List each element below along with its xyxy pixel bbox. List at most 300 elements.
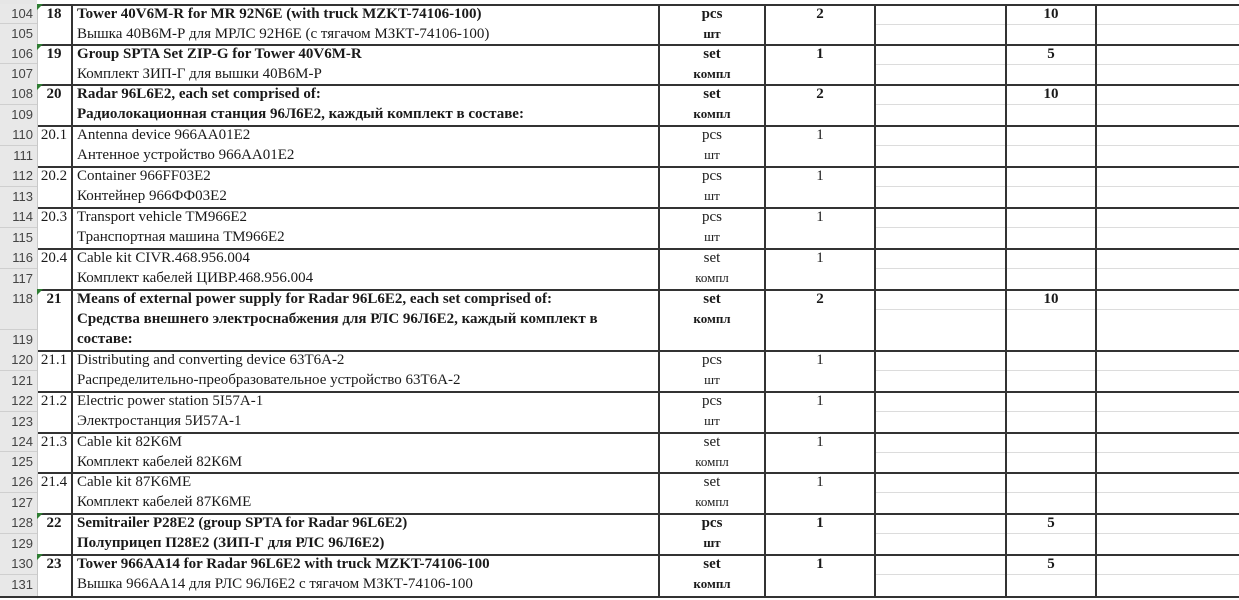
- cell-description[interactable]: [73, 125, 660, 166]
- row-header[interactable]: [0, 513, 38, 554]
- quantity-total-value: [1007, 350, 1095, 370]
- row-separator: [0, 370, 37, 371]
- description-russian: Электростанция 5И57А-1: [77, 413, 242, 429]
- item-number: 20.1: [40, 127, 68, 143]
- gridline: [1097, 24, 1239, 25]
- unit-english: set: [703, 434, 721, 450]
- cell-unit[interactable]: [660, 125, 766, 166]
- cell-item-number[interactable]: [37, 125, 73, 166]
- unit-russian: шт: [704, 413, 720, 428]
- cell-quantity[interactable]: [766, 513, 876, 554]
- unit-english: set: [703, 86, 721, 102]
- item-number: 20.3: [40, 209, 68, 225]
- cell-quantity-total[interactable]: [1007, 248, 1097, 289]
- description-russian: Распределительно-преобразовательное устройство 63Т6А-2: [77, 372, 461, 388]
- cell-quantity[interactable]: [766, 207, 876, 248]
- cell-quantity-total[interactable]: [1007, 166, 1097, 207]
- cell-empty[interactable]: [876, 472, 1007, 513]
- cell-unit[interactable]: [660, 248, 766, 289]
- cell-empty[interactable]: [876, 44, 1007, 84]
- cell-description[interactable]: [73, 350, 660, 391]
- cell-item-number[interactable]: [37, 207, 73, 248]
- row-number[interactable]: 113: [12, 188, 33, 204]
- row-number[interactable]: 130: [11, 556, 33, 571]
- quantity-total-value: 5: [1047, 46, 1055, 62]
- unit-russian: компл: [695, 494, 729, 509]
- description-russian: составе:: [77, 331, 133, 347]
- table-row[interactable]: [0, 432, 1239, 474]
- cell-unit[interactable]: [660, 513, 766, 554]
- description-russian: Средства внешнего электроснабжения для РЛС 96Л6Е2, каждый комплект в: [77, 311, 598, 327]
- description-russian: Вышка 966АА14 для РЛС 96Л6Е2 с тягачом МЗКТ-74106-100: [77, 576, 473, 592]
- row-separator: [0, 451, 37, 452]
- row-number[interactable]: 112: [12, 168, 33, 183]
- gridline: [1007, 492, 1095, 493]
- unit-english: pcs: [702, 352, 722, 368]
- quantity-value: 1: [816, 556, 824, 572]
- row-header[interactable]: [0, 4, 38, 44]
- cell-item-number[interactable]: [37, 248, 73, 289]
- description-english: Radar 96L6E2, each set comprised of:: [77, 86, 321, 102]
- row-number[interactable]: 114: [12, 209, 33, 224]
- description-russian: Полуприцеп П28Е2 (ЗИП-Г для РЛС 96Л6Е2): [77, 535, 385, 551]
- quantity-total-value: 10: [1043, 291, 1059, 307]
- table-row[interactable]: [0, 207, 1239, 250]
- cell-quantity[interactable]: [766, 472, 876, 513]
- gridline: [1007, 268, 1095, 269]
- gridline: [1007, 533, 1095, 534]
- unit-russian: компл: [693, 106, 731, 121]
- cell-unit[interactable]: [660, 166, 766, 207]
- row-number[interactable]: 105: [11, 26, 33, 41]
- description-english: Transport vehicle TM966E2: [77, 209, 247, 225]
- gridline: [1097, 533, 1239, 534]
- unit-english: pcs: [702, 127, 722, 143]
- quantity-total-value: 10: [1043, 6, 1059, 22]
- unit-russian: шт: [704, 147, 720, 162]
- cell-empty[interactable]: [876, 84, 1007, 125]
- quantity-value: 2: [816, 6, 824, 22]
- row-number[interactable]: 126: [11, 474, 33, 489]
- description-russian: Комплект кабелей 87К6МЕ: [77, 494, 252, 510]
- cell-quantity-total[interactable]: [1007, 432, 1097, 472]
- gridline: [876, 492, 1005, 493]
- row-number[interactable]: 104: [11, 6, 33, 21]
- gridline: [1097, 492, 1239, 493]
- cell-item-number[interactable]: [37, 513, 73, 554]
- description-russian: Антенное устройство 966АА01Е2: [77, 147, 295, 163]
- item-number: 21.2: [40, 393, 68, 409]
- unit-english: set: [703, 474, 721, 490]
- table-row[interactable]: [0, 84, 1239, 127]
- row-header[interactable]: [0, 350, 38, 391]
- cell-unit[interactable]: [660, 289, 766, 350]
- cell-quantity-total[interactable]: [1007, 207, 1097, 248]
- gridline: [1097, 411, 1239, 412]
- cell-empty[interactable]: [1097, 350, 1239, 391]
- cell-quantity[interactable]: [766, 432, 876, 472]
- unit-english: set: [703, 291, 721, 307]
- cell-empty[interactable]: [876, 350, 1007, 391]
- description-russian: Контейнер 966ФФ03Е2: [77, 188, 227, 204]
- item-number: 22: [46, 515, 62, 531]
- cell-unit[interactable]: [660, 207, 766, 248]
- cell-item-number[interactable]: [37, 472, 73, 513]
- cell-quantity-total[interactable]: [1007, 4, 1097, 44]
- cell-quantity-total[interactable]: [1007, 513, 1097, 554]
- cell-empty[interactable]: [876, 207, 1007, 248]
- description-russian: Вышка 40В6М-Р для МРЛС 92Н6Е (с тягачом МЗКТ-74106-100): [77, 26, 490, 42]
- item-number: 21.3: [40, 434, 68, 450]
- unit-russian: шт: [703, 535, 721, 550]
- cell-description[interactable]: [73, 4, 660, 44]
- quantity-value: 1: [816, 209, 824, 225]
- unit-english: set: [703, 46, 721, 62]
- row-separator: [0, 329, 37, 330]
- cell-unit[interactable]: [660, 472, 766, 513]
- gridline: [876, 64, 1005, 65]
- cell-quantity[interactable]: [766, 125, 876, 166]
- cell-empty[interactable]: [876, 513, 1007, 554]
- row-number[interactable]: 108: [11, 86, 33, 101]
- cell-quantity-total[interactable]: [1007, 472, 1097, 513]
- cell-empty[interactable]: [1097, 513, 1239, 554]
- cell-item-number[interactable]: [37, 289, 73, 350]
- quantity-value: 2: [816, 86, 824, 102]
- item-number: 20: [46, 86, 62, 102]
- quantity-total-value: [1007, 472, 1095, 492]
- quantity-total-value: 5: [1047, 556, 1055, 572]
- cell-unit[interactable]: [660, 391, 766, 432]
- description-english: Means of external power supply for Radar 96L6E2, each set comprised of:: [77, 291, 552, 307]
- cell-empty[interactable]: [876, 125, 1007, 166]
- cell-quantity-total[interactable]: [1007, 350, 1097, 391]
- row-header[interactable]: [0, 391, 38, 432]
- cell-unit[interactable]: [660, 4, 766, 44]
- quantity-value: 1: [816, 127, 824, 143]
- description-english: Cable kit CIVR.468.956.004: [77, 250, 250, 266]
- description-russian: Комплект кабелей ЦИВР.468.956.004: [77, 270, 314, 286]
- item-number: 20.4: [40, 250, 68, 266]
- gridline: [1007, 574, 1095, 575]
- unit-english: pcs: [702, 393, 722, 409]
- cell-item-number[interactable]: [37, 44, 73, 84]
- table-row[interactable]: [0, 391, 1239, 434]
- gridline: [1007, 370, 1095, 371]
- gridline: [876, 24, 1005, 25]
- cell-item-number[interactable]: [37, 84, 73, 125]
- cell-quantity[interactable]: [766, 166, 876, 207]
- cell-quantity-total[interactable]: [1007, 125, 1097, 166]
- cell-empty[interactable]: [1097, 44, 1239, 84]
- description-english: Distributing and converting device 63T6A-2: [77, 352, 345, 368]
- gridline: [1097, 64, 1239, 65]
- cell-unit[interactable]: [660, 554, 766, 596]
- quantity-total-value: [1007, 166, 1095, 186]
- row-number[interactable]: 125: [11, 454, 33, 469]
- row-number[interactable]: 119: [12, 332, 33, 347]
- cell-empty[interactable]: [1097, 84, 1239, 125]
- description-russian: Радиолокационная станция 96Л6Е2, каждый комплект в составе:: [77, 106, 524, 122]
- cell-empty[interactable]: [1097, 4, 1239, 44]
- table-row[interactable]: [0, 472, 1239, 515]
- gridline: [876, 309, 1005, 310]
- gridline: [1007, 145, 1095, 146]
- cell-quantity-total[interactable]: [1007, 84, 1097, 125]
- gridline: [1007, 24, 1095, 25]
- row-header[interactable]: [0, 166, 38, 207]
- cell-unit[interactable]: [660, 350, 766, 391]
- description-english: Antenna device 966AA01E2: [77, 127, 251, 143]
- gridline: [876, 370, 1005, 371]
- cell-unit[interactable]: [660, 432, 766, 472]
- table-row[interactable]: [0, 248, 1239, 291]
- quantity-value: 1: [816, 250, 824, 266]
- cell-quantity-total[interactable]: [1007, 554, 1097, 596]
- unit-english: set: [703, 250, 721, 266]
- row-number[interactable]: 110: [12, 127, 33, 142]
- row-separator: [0, 227, 37, 228]
- cell-quantity-total[interactable]: [1007, 391, 1097, 432]
- quantity-total-value: [1007, 125, 1095, 145]
- cell-description[interactable]: [73, 472, 660, 513]
- gridline: [1097, 186, 1239, 187]
- description-russian: Транспортная машина ТМ966Е2: [77, 229, 285, 245]
- gridline: [1097, 309, 1239, 310]
- gridline: [1097, 104, 1239, 105]
- cell-empty[interactable]: [876, 554, 1007, 596]
- table-row[interactable]: [0, 350, 1239, 393]
- row-number[interactable]: 111: [13, 147, 33, 163]
- item-number: 23: [46, 556, 62, 572]
- description-english: Group SPTA Set ZIP-G for Tower 40V6M-R: [77, 46, 362, 62]
- row-number[interactable]: 116: [12, 250, 33, 265]
- cell-item-number[interactable]: [37, 432, 73, 472]
- gridline: [1097, 452, 1239, 453]
- row-separator: [0, 268, 37, 269]
- item-number: 21.4: [40, 474, 68, 490]
- quantity-total-value: [1007, 207, 1095, 227]
- cell-description[interactable]: [73, 391, 660, 432]
- row-header[interactable]: [0, 432, 38, 472]
- unit-russian: компл: [693, 66, 731, 81]
- row-number[interactable]: 131: [11, 577, 33, 592]
- cell-quantity[interactable]: [766, 44, 876, 84]
- row-number[interactable]: 115: [12, 229, 33, 245]
- cell-unit[interactable]: [660, 84, 766, 125]
- description-russian: Комплект ЗИП-Г для вышки 40В6М-Р: [77, 66, 322, 82]
- table-row[interactable]: [0, 44, 1239, 86]
- unit-russian: шт: [704, 372, 720, 387]
- row-header[interactable]: [0, 44, 38, 84]
- unit-russian: компл: [693, 311, 731, 326]
- item-number: 21: [46, 291, 62, 307]
- cell-item-number[interactable]: [37, 350, 73, 391]
- gridline: [1097, 370, 1239, 371]
- gridline: [876, 268, 1005, 269]
- row-number[interactable]: 129: [11, 535, 33, 551]
- row-number[interactable]: 109: [11, 106, 33, 122]
- cell-empty[interactable]: [1097, 432, 1239, 472]
- row-separator: [0, 574, 37, 575]
- table-row[interactable]: [0, 166, 1239, 209]
- unit-russian: шт: [703, 26, 721, 41]
- gridline: [1007, 411, 1095, 412]
- quantity-value: 1: [816, 474, 824, 490]
- quantity-value: 1: [816, 46, 824, 62]
- cell-item-number[interactable]: [37, 391, 73, 432]
- table-row[interactable]: [0, 289, 1239, 352]
- gridline: [876, 227, 1005, 228]
- unit-english: set: [703, 556, 721, 572]
- cell-description[interactable]: [73, 84, 660, 125]
- cell-description[interactable]: [73, 44, 660, 84]
- cell-quantity-total[interactable]: [1007, 44, 1097, 84]
- quantity-value: 1: [816, 352, 824, 368]
- cell-empty[interactable]: [876, 432, 1007, 472]
- gridline: [876, 452, 1005, 453]
- cell-quantity[interactable]: [766, 554, 876, 596]
- description-english: Tower 40V6M-R for MR 92N6E (with truck MZKT-74106-100): [77, 6, 482, 22]
- cell-empty[interactable]: [1097, 391, 1239, 432]
- cell-empty[interactable]: [1097, 207, 1239, 248]
- item-number: 19: [46, 46, 62, 62]
- cell-quantity[interactable]: [766, 84, 876, 125]
- table-row[interactable]: [0, 4, 1239, 46]
- row-number[interactable]: [0, 309, 35, 329]
- description-english: Cable kit 87K6ME: [77, 474, 192, 490]
- row-number[interactable]: 118: [12, 291, 33, 306]
- cell-quantity[interactable]: [766, 350, 876, 391]
- cell-empty[interactable]: [1097, 472, 1239, 513]
- cell-item-number[interactable]: [37, 166, 73, 207]
- row-number[interactable]: 127: [11, 494, 33, 510]
- row-separator: [0, 145, 37, 146]
- gridline: [876, 104, 1005, 105]
- unit-english: pcs: [701, 6, 723, 22]
- description-english: Container 966FF03E2: [77, 168, 211, 184]
- description-english: Semitrailer P28E2 (group SPTA for Radar 96L6E2): [77, 515, 408, 531]
- cell-quantity[interactable]: [766, 289, 876, 350]
- row-separator: [0, 492, 37, 493]
- gridline: [1007, 186, 1095, 187]
- quantity-value: 2: [816, 291, 824, 307]
- gridline: [876, 574, 1005, 575]
- cell-empty[interactable]: [876, 248, 1007, 289]
- gridline: [1097, 227, 1239, 228]
- cell-description[interactable]: [73, 289, 660, 350]
- cell-description[interactable]: [73, 207, 660, 248]
- row-header[interactable]: [0, 248, 38, 289]
- quantity-total-value: 10: [1043, 86, 1059, 102]
- gridline: [1097, 574, 1239, 575]
- row-number[interactable]: 107: [11, 66, 33, 81]
- unit-english: pcs: [702, 168, 722, 184]
- gridline: [876, 533, 1005, 534]
- cell-item-number[interactable]: [37, 4, 73, 44]
- row-separator: [0, 63, 37, 64]
- quantity-total-value: [1007, 391, 1095, 411]
- row-header[interactable]: [0, 125, 38, 166]
- row-number[interactable]: 124: [11, 434, 33, 449]
- cell-empty[interactable]: [1097, 554, 1239, 596]
- row-number[interactable]: 121: [11, 372, 33, 388]
- table-row[interactable]: [0, 125, 1239, 168]
- cell-description[interactable]: [73, 513, 660, 554]
- gridline: [876, 145, 1005, 146]
- row-number[interactable]: 117: [12, 270, 33, 286]
- unit-english: pcs: [702, 209, 722, 225]
- cell-description[interactable]: [73, 432, 660, 472]
- unit-english: pcs: [701, 515, 723, 531]
- description-english: Cable kit 82K6M: [77, 434, 182, 450]
- cell-empty[interactable]: [876, 289, 1007, 350]
- gridline: [1007, 227, 1095, 228]
- row-header[interactable]: [0, 472, 38, 513]
- unit-russian: шт: [704, 229, 720, 244]
- cell-description[interactable]: [73, 166, 660, 207]
- cell-empty[interactable]: [1097, 125, 1239, 166]
- table-row[interactable]: [0, 554, 1239, 598]
- row-header[interactable]: [0, 84, 38, 125]
- cell-quantity-total[interactable]: [1007, 289, 1097, 350]
- cell-quantity[interactable]: [766, 4, 876, 44]
- quantity-value: 1: [816, 393, 824, 409]
- quantity-total-value: [1007, 248, 1095, 268]
- row-number[interactable]: 122: [11, 393, 33, 408]
- gridline: [1007, 104, 1095, 105]
- cell-empty[interactable]: [876, 166, 1007, 207]
- unit-russian: шт: [704, 188, 720, 203]
- cell-empty[interactable]: [876, 391, 1007, 432]
- description-english: Tower 966AA14 for Radar 96L6E2 with truck MZKT-74106-100: [77, 556, 490, 572]
- cell-quantity[interactable]: [766, 248, 876, 289]
- cell-empty[interactable]: [876, 4, 1007, 44]
- row-separator: [0, 533, 37, 534]
- row-number[interactable]: 106: [11, 46, 33, 61]
- gridline: [1007, 309, 1095, 310]
- quantity-value: 1: [816, 515, 824, 531]
- quantity-value: 1: [816, 434, 824, 450]
- cell-description[interactable]: [73, 554, 660, 596]
- row-separator: [0, 411, 37, 412]
- row-separator: [0, 23, 37, 24]
- row-separator: [0, 186, 37, 187]
- cell-description[interactable]: [73, 248, 660, 289]
- cell-empty[interactable]: [1097, 289, 1239, 350]
- table-row[interactable]: [0, 513, 1239, 556]
- cell-item-number[interactable]: [37, 554, 73, 596]
- row-header[interactable]: [0, 554, 38, 596]
- row-number[interactable]: 128: [11, 515, 33, 530]
- cell-empty[interactable]: [1097, 166, 1239, 207]
- row-number[interactable]: 123: [11, 413, 33, 429]
- quantity-value: 1: [816, 168, 824, 184]
- cell-empty[interactable]: [1097, 248, 1239, 289]
- cell-unit[interactable]: [660, 44, 766, 84]
- gridline: [876, 186, 1005, 187]
- row-header[interactable]: [0, 207, 38, 248]
- description-english: Electric power station 5I57A-1: [77, 393, 264, 409]
- description-russian: Комплект кабелей 82К6М: [77, 454, 243, 470]
- gridline: [1007, 64, 1095, 65]
- item-number: 20.2: [40, 168, 68, 184]
- unit-russian: компл: [695, 270, 729, 285]
- row-number[interactable]: 120: [11, 352, 33, 367]
- cell-quantity[interactable]: [766, 391, 876, 432]
- row-header[interactable]: [0, 289, 38, 350]
- item-number: 21.1: [40, 352, 68, 368]
